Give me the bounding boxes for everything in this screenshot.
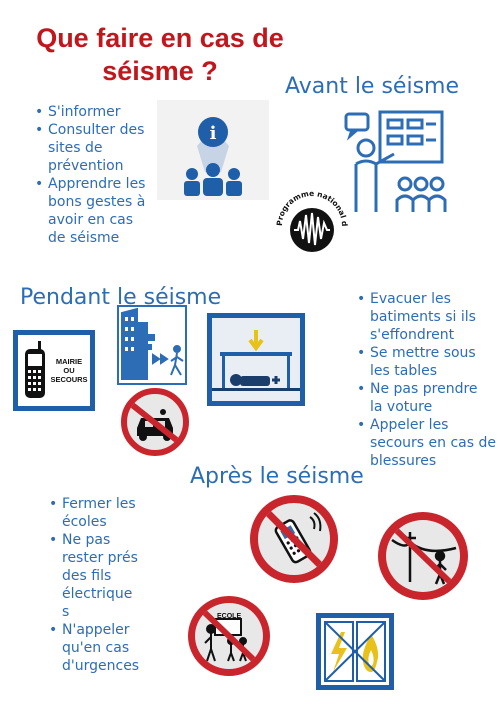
- pendant-list-item-line: s'effondrent: [370, 327, 455, 343]
- avant-list-item-line: bons gestes à: [48, 194, 146, 210]
- pendant-list-item-line: secours en cas de: [370, 435, 496, 451]
- no-power-lines-sign-icon: [378, 512, 468, 600]
- avant-list: [34, 103, 163, 247]
- electricity-gas-cutoff-icon: [316, 613, 394, 690]
- building-evacuation-icon: [117, 305, 187, 385]
- apres-list-item: [62, 531, 147, 621]
- apres-list-item-line: écoles: [62, 514, 107, 530]
- apres-list-item-line: rester prés: [62, 550, 138, 566]
- avant-list-item: [48, 121, 163, 175]
- heading-avant: Avant le séisme: [285, 74, 460, 99]
- no-school-sign-icon: [188, 596, 270, 676]
- no-phone-sign-icon: [250, 495, 338, 583]
- pendant-list-item: [370, 290, 500, 344]
- pendant-list-item-line: batiments si ils: [370, 309, 476, 325]
- phone-label: MAIRIE OU SECOURS: [50, 357, 88, 384]
- apres-list-item-line: s: [62, 604, 70, 620]
- apres-list-item-line: • N'appeler: [62, 622, 130, 638]
- apres-list-item-line: qu'en cas: [62, 640, 130, 656]
- pendant-list-item-line: • Evacuer les: [370, 291, 451, 307]
- pendant-list-item-line: • Appeler les: [370, 417, 449, 433]
- pendant-list-item-line: blessures: [370, 453, 437, 469]
- apres-list-item-line: des fils: [62, 568, 112, 584]
- apres-list-item-line: • Fermer les: [62, 496, 136, 512]
- emergency-phone-icon: [13, 330, 95, 411]
- avant-list-item: [48, 175, 163, 247]
- avant-list-item-line: • S'informer: [48, 104, 121, 120]
- pendant-list-item: [370, 380, 500, 416]
- pendant-list: [356, 290, 500, 470]
- apres-list-item: [62, 621, 147, 675]
- avant-list-item-line: sites de: [48, 140, 103, 156]
- avant-list-item-line: • Consulter des: [48, 122, 145, 138]
- pendant-list-item-line: la voture: [370, 399, 433, 415]
- avant-list-item-line: • Apprendre les: [48, 176, 146, 192]
- apres-list-item-line: électrique: [62, 586, 133, 602]
- apres-list-item-line: d'urgences: [62, 658, 140, 674]
- school-label: ECOLE: [217, 613, 242, 620]
- apres-list-item: [62, 495, 147, 531]
- apres-list: [48, 495, 147, 675]
- avant-list-item: [48, 103, 163, 121]
- title-line-2: séisme ?: [102, 56, 218, 86]
- seismic-program-logo: [268, 183, 356, 269]
- presenter-board-icon: [342, 108, 447, 216]
- avant-list-item-line: prévention: [48, 158, 124, 174]
- avant-list-item-line: avoir en cas: [48, 212, 134, 228]
- title-line-1: Que faire en cas de: [36, 23, 284, 53]
- pendant-list-item-line: • Ne pas prendre: [370, 381, 478, 397]
- avant-list-item-line: de séisme: [48, 230, 120, 246]
- pendant-list-item: [370, 344, 500, 380]
- heading-apres: Après le séisme: [190, 464, 364, 489]
- heading-pendant: Pendant le séisme: [20, 285, 222, 310]
- information-people-icon: [157, 100, 269, 200]
- page-title: [10, 22, 310, 88]
- svg-text:Programme national de préventi: Programme national d: [274, 188, 350, 227]
- pendant-list-item-line: • Se mettre sous: [370, 345, 476, 361]
- svg-text:i: i: [209, 123, 217, 144]
- no-car-sign-icon: [121, 388, 189, 456]
- pendant-list-item-line: les tables: [370, 363, 437, 379]
- apres-list-item-line: • Ne pas: [62, 532, 111, 548]
- pendant-list-item: [370, 416, 500, 470]
- shelter-under-table-icon: [207, 313, 305, 406]
